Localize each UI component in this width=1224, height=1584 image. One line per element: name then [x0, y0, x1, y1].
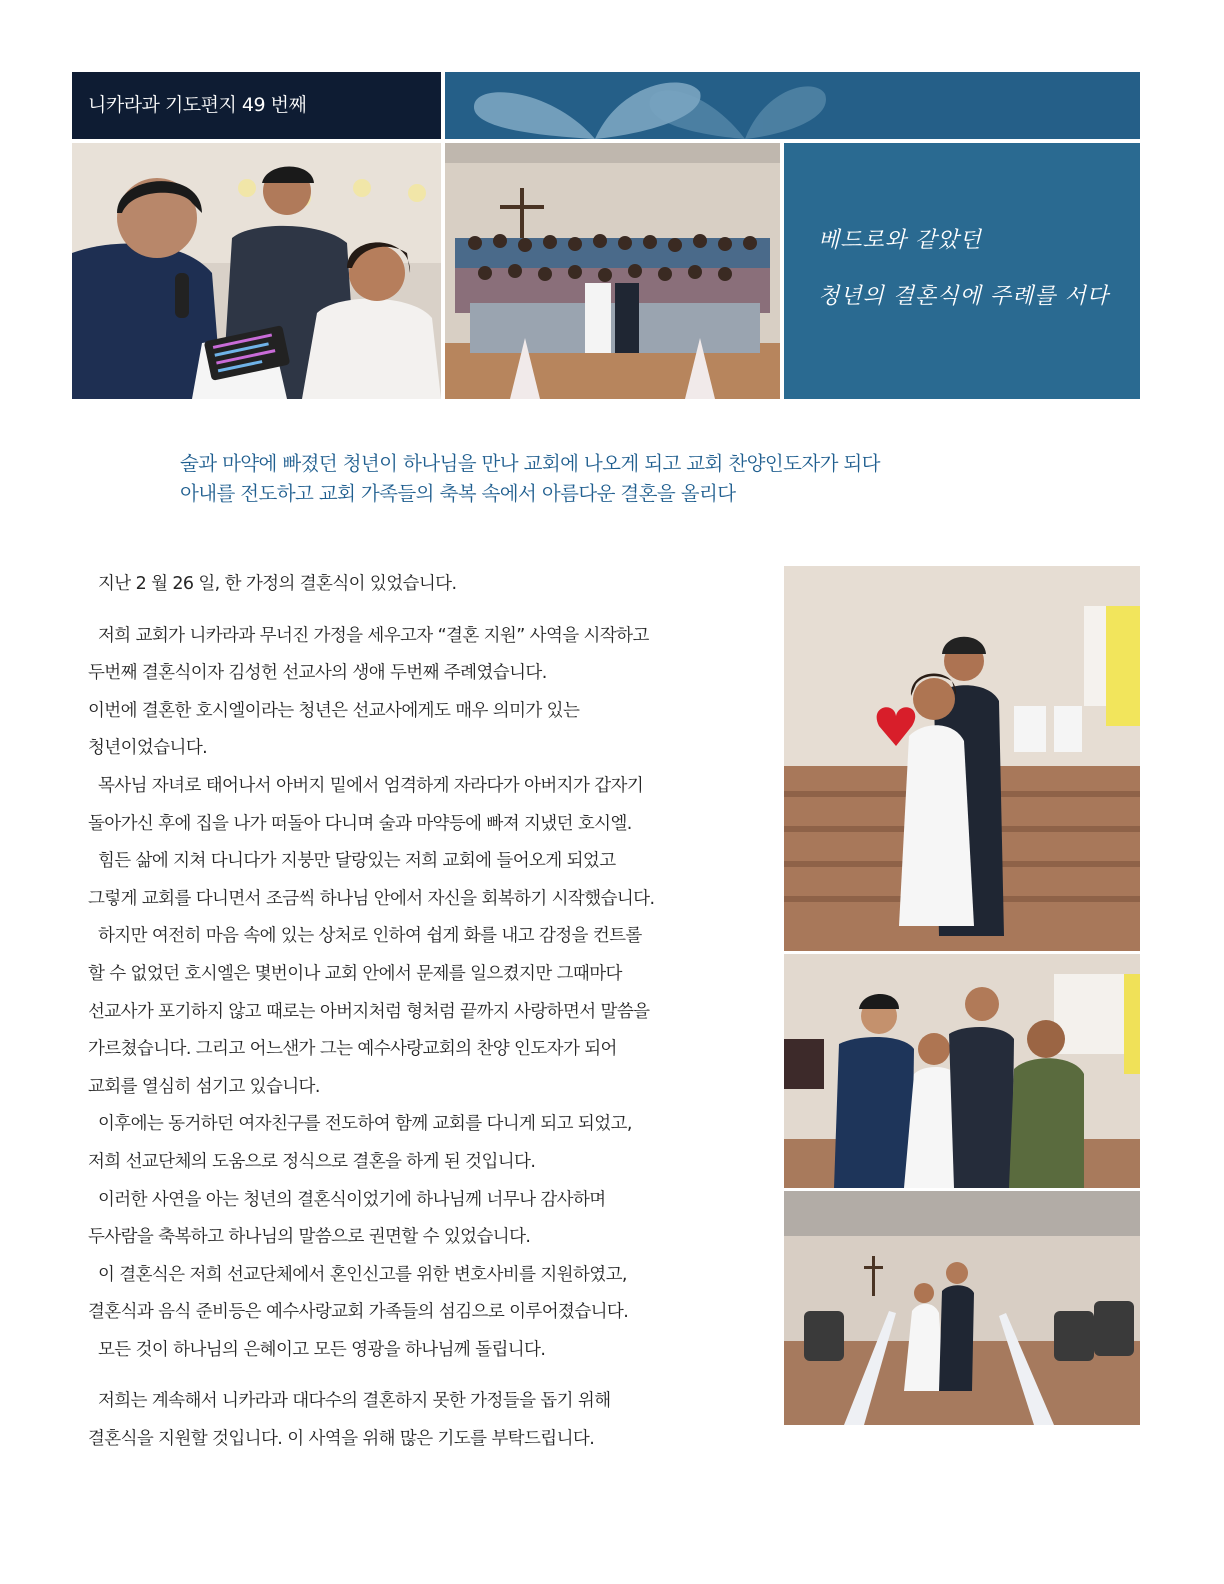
body-line: 목사님 자녀로 태어나서 아버지 밑에서 엄격하게 자라다가 아버지가 갑자기	[98, 775, 644, 796]
body-line: 결혼식과 음식 준비등은 예수사랑교회 가족들의 섬김으로 이루어졌습니다.	[88, 1302, 629, 1323]
subtitle-line-1: 술과 마약에 빠졌던 청년이 하나님을 만나 교회에 나오게 되고 교회 찬양인도자가 되다	[180, 452, 880, 475]
body-line: 돌아가신 후에 집을 나가 떠돌아 다니며 술과 마약등에 빠져 지냈던 호시엘.	[88, 813, 632, 834]
butterfly-icon	[445, 72, 1140, 139]
officiant-ring-ceremony-photo	[72, 143, 441, 399]
body-line: 이번에 결혼한 호시엘이라는 청년은 선교사에게도 매우 의미가 있는	[88, 700, 580, 721]
body-line: 모든 것이 하나님의 은혜이고 모든 영광을 하나님께 돌립니다.	[98, 1339, 546, 1360]
body-line: 이후에는 동거하던 여자친구를 전도하여 함께 교회를 다니게 되고 되었고,	[98, 1114, 632, 1135]
couple-with-family-photo	[784, 954, 1140, 1188]
body-line: 할 수 없었던 호시엘은 몇번이나 교회 안에서 문제를 일으켰지만 그때마다	[88, 963, 622, 984]
body-line: 가르쳤습니다. 그리고 어느샌가 그는 예수사랑교회의 찬양 인도자가 되어	[88, 1039, 617, 1060]
body-line: 하지만 여전히 마음 속에 있는 상처로 인하여 쉽게 화를 내고 감정을 컨트롤	[98, 926, 642, 947]
body-line: 두번째 결혼식이자 김성헌 선교사의 생애 두번째 주례였습니다.	[88, 663, 547, 684]
subtitle-line-2: 아내를 전도하고 교회 가족들의 축복 속에서 아름다운 결혼을 올리다	[180, 482, 736, 505]
body-line: 청년이었습니다.	[88, 738, 208, 759]
body-line: 선교사가 포기하지 않고 때로는 아버지처럼 형처럼 끝까지 사랑하면서 말씀을	[88, 1001, 650, 1022]
body-line: 교회를 열심히 섬기고 있습니다.	[88, 1076, 320, 1097]
newsletter-title-text: 니카라과 기도편지 49 번째	[88, 94, 307, 116]
body-line: 두사람을 축복하고 하나님의 말씀으로 권면할 수 있었습니다.	[88, 1227, 531, 1248]
letter-body	[88, 566, 748, 1459]
quote-line-2: 청년의 결혼식에 주례를 서다	[818, 284, 1110, 309]
quote-box	[784, 143, 1140, 399]
bride-groom-stage-photo	[784, 566, 1140, 951]
church-group-photo	[445, 143, 780, 399]
quote-line-1: 베드로와 같았던	[818, 228, 982, 253]
body-line: 저희는 계속해서 니카라과 대다수의 결혼하지 못한 가정들을 돕기 위해	[98, 1391, 611, 1412]
wedding-procession-photo	[784, 1191, 1140, 1425]
body-line: 이러한 사연을 아는 청년의 결혼식이었기에 하나님께 너무나 감사하며	[98, 1189, 606, 1210]
body-line: 저희 교회가 니카라과 무너진 가정을 세우고자 “결혼 지원” 사역을 시작하고	[98, 625, 649, 646]
body-line: 힘든 삶에 지쳐 다니다가 지붕만 달랑있는 저희 교회에 들어오게 되었고	[98, 851, 616, 872]
newsletter-title	[72, 72, 441, 139]
body-line: 이 결혼식은 저희 선교단체에서 혼인신고를 위한 변호사비를 지원하였고,	[98, 1264, 627, 1285]
body-line: 그렇게 교회를 다니면서 조금씩 하나님 안에서 자신을 회복하기 시작했습니다.	[88, 888, 655, 909]
header-banner	[445, 72, 1140, 139]
body-line: 지난 2 월 26 일, 한 가정의 결혼식이 있었습니다.	[98, 574, 457, 594]
body-line: 결혼식을 지원할 것입니다. 이 사역을 위해 많은 기도를 부탁드립니다.	[88, 1429, 595, 1450]
body-line: 저희 선교단체의 도움으로 정식으로 결혼을 하게 된 것입니다.	[88, 1151, 536, 1172]
